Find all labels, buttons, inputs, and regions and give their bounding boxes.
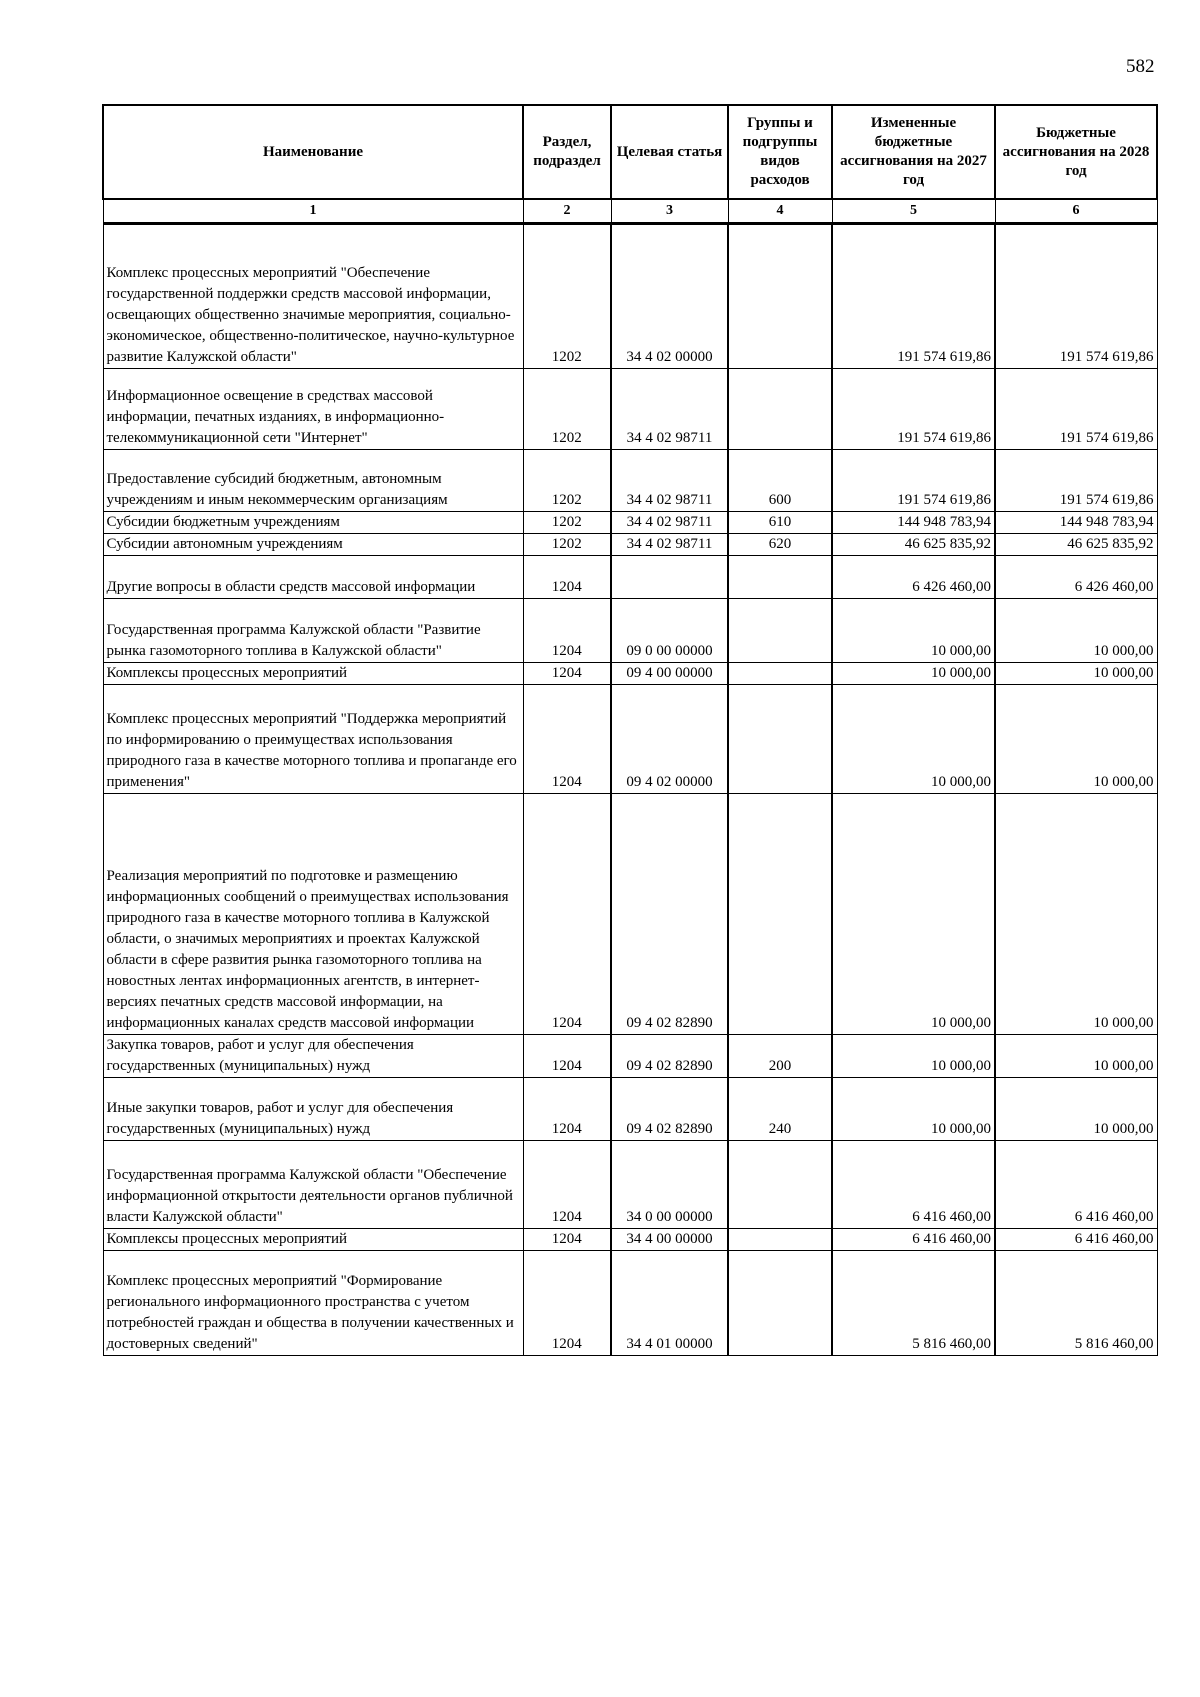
header-group: Группы и подгруппы видов расходов bbox=[728, 105, 832, 199]
row-article: 34 4 01 00000 bbox=[611, 1251, 728, 1356]
header-sum-2027: Измененные бюджетные ассигнования на 2027 год bbox=[832, 105, 995, 199]
row-article: 34 4 02 98711 bbox=[611, 369, 728, 450]
budget-table bbox=[102, 104, 1158, 1356]
row-section: 1202 bbox=[523, 369, 611, 450]
row-name: Другие вопросы в области средств массовой информации bbox=[103, 556, 523, 599]
row-sum-2028: 5 816 460,00 bbox=[995, 1251, 1157, 1356]
row-name: Иные закупки товаров, работ и услуг для обеспечения государственных (муниципальных) нужд bbox=[103, 1078, 523, 1141]
row-article: 34 4 02 98711 bbox=[611, 512, 728, 534]
row-sum-2028: 10 000,00 bbox=[995, 599, 1157, 663]
row-section: 1202 bbox=[523, 512, 611, 534]
row-group bbox=[728, 794, 832, 1035]
row-sum-2028: 191 574 619,86 bbox=[995, 450, 1157, 512]
table-row bbox=[103, 369, 1157, 450]
column-number: 6 bbox=[995, 199, 1157, 224]
column-number-row bbox=[103, 199, 1157, 224]
row-sum-2028: 46 625 835,92 bbox=[995, 534, 1157, 556]
row-group bbox=[728, 663, 832, 685]
row-sum-2028: 10 000,00 bbox=[995, 1035, 1157, 1078]
row-section: 1204 bbox=[523, 1251, 611, 1356]
row-name: Комплексы процессных мероприятий bbox=[103, 1229, 523, 1251]
row-article: 09 4 02 82890 bbox=[611, 794, 728, 1035]
row-sum-2028: 10 000,00 bbox=[995, 1078, 1157, 1141]
row-name: Информационное освещение в средствах массовой информации, печатных изданиях, в информационно-телекоммуникационной сети "Интернет" bbox=[103, 369, 523, 450]
row-sum-2027: 10 000,00 bbox=[832, 663, 995, 685]
row-sum-2028: 6 426 460,00 bbox=[995, 556, 1157, 599]
row-article: 09 4 02 82890 bbox=[611, 1035, 728, 1078]
row-sum-2028: 10 000,00 bbox=[995, 794, 1157, 1035]
row-sum-2027: 46 625 835,92 bbox=[832, 534, 995, 556]
row-article: 34 4 02 98711 bbox=[611, 450, 728, 512]
row-sum-2027: 191 574 619,86 bbox=[832, 224, 995, 369]
table-row bbox=[103, 534, 1157, 556]
row-group: 200 bbox=[728, 1035, 832, 1078]
header-name: Наименование bbox=[103, 105, 523, 199]
row-sum-2028: 6 416 460,00 bbox=[995, 1229, 1157, 1251]
table-row bbox=[103, 663, 1157, 685]
row-section: 1204 bbox=[523, 794, 611, 1035]
row-group bbox=[728, 1141, 832, 1229]
row-sum-2028: 144 948 783,94 bbox=[995, 512, 1157, 534]
row-sum-2028: 191 574 619,86 bbox=[995, 369, 1157, 450]
row-sum-2027: 6 416 460,00 bbox=[832, 1141, 995, 1229]
row-group bbox=[728, 1251, 832, 1356]
row-section: 1204 bbox=[523, 556, 611, 599]
row-sum-2027: 191 574 619,86 bbox=[832, 369, 995, 450]
row-section: 1204 bbox=[523, 599, 611, 663]
row-sum-2027: 10 000,00 bbox=[832, 685, 995, 794]
table-row bbox=[103, 685, 1157, 794]
header-sum-2028: Бюджетные ассигнования на 2028 год bbox=[995, 105, 1157, 199]
table-row bbox=[103, 1035, 1157, 1078]
row-group bbox=[728, 685, 832, 794]
row-sum-2027: 10 000,00 bbox=[832, 1035, 995, 1078]
row-article: 09 4 00 00000 bbox=[611, 663, 728, 685]
row-article: 34 4 02 00000 bbox=[611, 224, 728, 369]
table-row bbox=[103, 1229, 1157, 1251]
row-article bbox=[611, 556, 728, 599]
table-row bbox=[103, 1251, 1157, 1356]
page-number: 582 bbox=[1126, 56, 1155, 77]
row-name: Комплексы процессных мероприятий bbox=[103, 663, 523, 685]
row-group: 610 bbox=[728, 512, 832, 534]
row-sum-2028: 10 000,00 bbox=[995, 685, 1157, 794]
row-name: Субсидии автономным учреждениям bbox=[103, 534, 523, 556]
row-article: 09 4 02 82890 bbox=[611, 1078, 728, 1141]
row-article: 09 4 02 00000 bbox=[611, 685, 728, 794]
row-section: 1204 bbox=[523, 663, 611, 685]
row-group bbox=[728, 599, 832, 663]
row-section: 1202 bbox=[523, 534, 611, 556]
row-group bbox=[728, 369, 832, 450]
column-number: 2 bbox=[523, 199, 611, 224]
column-number: 4 bbox=[728, 199, 832, 224]
column-number: 3 bbox=[611, 199, 728, 224]
row-sum-2028: 10 000,00 bbox=[995, 663, 1157, 685]
row-sum-2027: 191 574 619,86 bbox=[832, 450, 995, 512]
row-group: 240 bbox=[728, 1078, 832, 1141]
header-row bbox=[103, 105, 1157, 199]
row-name: Комплекс процессных мероприятий "Обеспечение государственной поддержки средств массовой информации, освещающих общественно значимые мероприятия, социально-экономическое, общественно-политическое, научно-культурное развитие Калужской области" bbox=[103, 224, 523, 369]
row-group bbox=[728, 224, 832, 369]
column-number: 1 bbox=[103, 199, 523, 224]
table-row bbox=[103, 1078, 1157, 1141]
row-section: 1204 bbox=[523, 685, 611, 794]
row-group: 620 bbox=[728, 534, 832, 556]
table-row bbox=[103, 1141, 1157, 1229]
row-sum-2028: 191 574 619,86 bbox=[995, 224, 1157, 369]
row-sum-2027: 10 000,00 bbox=[832, 794, 995, 1035]
table-row bbox=[103, 224, 1157, 369]
table-row bbox=[103, 794, 1157, 1035]
row-sum-2027: 10 000,00 bbox=[832, 1078, 995, 1141]
row-sum-2027: 144 948 783,94 bbox=[832, 512, 995, 534]
row-section: 1204 bbox=[523, 1141, 611, 1229]
row-section: 1202 bbox=[523, 224, 611, 369]
table-row bbox=[103, 450, 1157, 512]
row-article: 34 4 02 98711 bbox=[611, 534, 728, 556]
row-group: 600 bbox=[728, 450, 832, 512]
row-sum-2027: 10 000,00 bbox=[832, 599, 995, 663]
row-group bbox=[728, 556, 832, 599]
table-row bbox=[103, 556, 1157, 599]
row-name: Закупка товаров, работ и услуг для обеспечения государственных (муниципальных) нужд bbox=[103, 1035, 523, 1078]
row-sum-2027: 5 816 460,00 bbox=[832, 1251, 995, 1356]
row-article: 34 4 00 00000 bbox=[611, 1229, 728, 1251]
row-name: Комплекс процессных мероприятий "Поддержка мероприятий по информированию о преимуществах использования природного газа в качестве моторного топлива и пропаганде его применения" bbox=[103, 685, 523, 794]
row-article: 34 0 00 00000 bbox=[611, 1141, 728, 1229]
header-section: Раздел, подраздел bbox=[523, 105, 611, 199]
row-name: Субсидии бюджетным учреждениям bbox=[103, 512, 523, 534]
row-sum-2028: 6 416 460,00 bbox=[995, 1141, 1157, 1229]
table-row bbox=[103, 512, 1157, 534]
row-name: Государственная программа Калужской области "Развитие рынка газомоторного топлива в Калужской области" bbox=[103, 599, 523, 663]
row-sum-2027: 6 426 460,00 bbox=[832, 556, 995, 599]
row-name: Реализация мероприятий по подготовке и размещению информационных сообщений о преимуществах использования природного газа в качестве моторного топлива в Калужской области, о значимых мероприятиях и проектах Калужской области в сфере развития рынка газомоторного топлива на новостных лентах информационных агентств, в интернет-версиях печатных средств массовой информации, на информационных каналах средств массовой информации bbox=[103, 794, 523, 1035]
row-name: Предоставление субсидий бюджетным, автономным учреждениям и иным некоммерческим организациям bbox=[103, 450, 523, 512]
row-sum-2027: 6 416 460,00 bbox=[832, 1229, 995, 1251]
row-section: 1204 bbox=[523, 1035, 611, 1078]
row-section: 1202 bbox=[523, 450, 611, 512]
header-article: Целевая статья bbox=[611, 105, 728, 199]
row-group bbox=[728, 1229, 832, 1251]
column-number: 5 bbox=[832, 199, 995, 224]
row-name: Комплекс процессных мероприятий "Формирование регионального информационного пространства с учетом потребностей граждан и общества в получении качественных и достоверных сведений" bbox=[103, 1251, 523, 1356]
table-row bbox=[103, 599, 1157, 663]
row-section: 1204 bbox=[523, 1229, 611, 1251]
row-section: 1204 bbox=[523, 1078, 611, 1141]
row-article: 09 0 00 00000 bbox=[611, 599, 728, 663]
row-name: Государственная программа Калужской области "Обеспечение информационной открытости деятельности органов публичной власти Калужской области" bbox=[103, 1141, 523, 1229]
